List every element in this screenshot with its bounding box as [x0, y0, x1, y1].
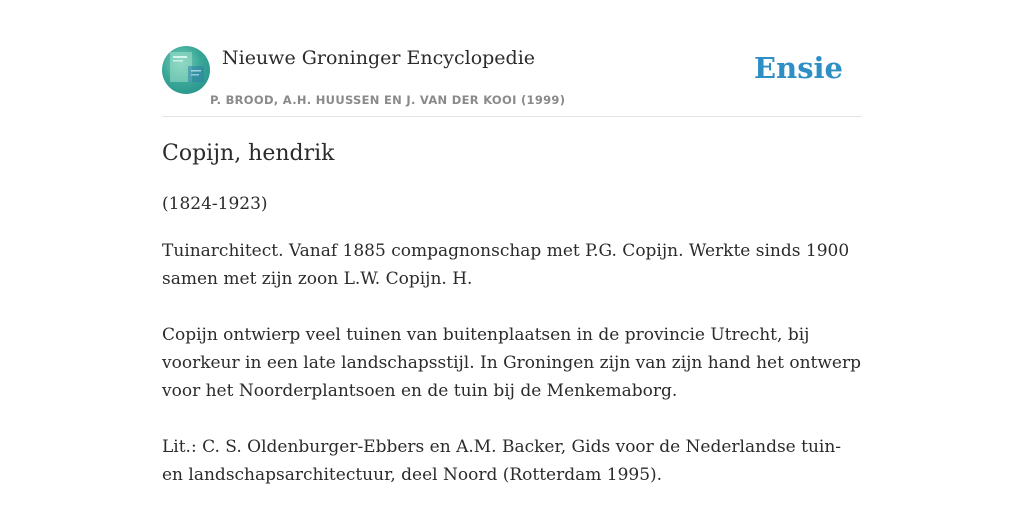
article-paragraph: Lit.: C. S. Oldenburger-Ebbers en A.M. Backer, Gids voor de Nederlandse tuin- en landschapsarchitectuur, deel Noord (Rotterdam 1995).	[162, 437, 842, 485]
site-title[interactable]: Nieuwe Groninger Encyclopedie	[222, 47, 536, 69]
encyclopedia-cover-icon[interactable]	[162, 46, 210, 94]
site-header	[162, 46, 862, 117]
article-title: Copijn, hendrik	[162, 141, 335, 166]
article-paragraph: Tuinarchitect. Vanaf 1885 compagnonschap met P.G. Copijn. Werkte sinds 1900 samen met zijn zoon L.W. Copijn. H.	[162, 241, 850, 289]
authors-credit: P. BROOD, A.H. HUUSSEN EN J. VAN DER KOOI (1999)	[210, 93, 566, 107]
lifespan: (1824-1923)	[162, 194, 268, 214]
ensie-logo[interactable]: Ensie	[754, 51, 843, 85]
article-paragraph: Copijn ontwierp veel tuinen van buitenplaatsen in de provincie Utrecht, bij voorkeur in een late landschapsstijl. In Groningen zijn van zijn hand het ontwerp voor het Noorderplantsoen en de tuin bij de Menkemaborg.	[162, 325, 861, 401]
article	[162, 138, 862, 489]
